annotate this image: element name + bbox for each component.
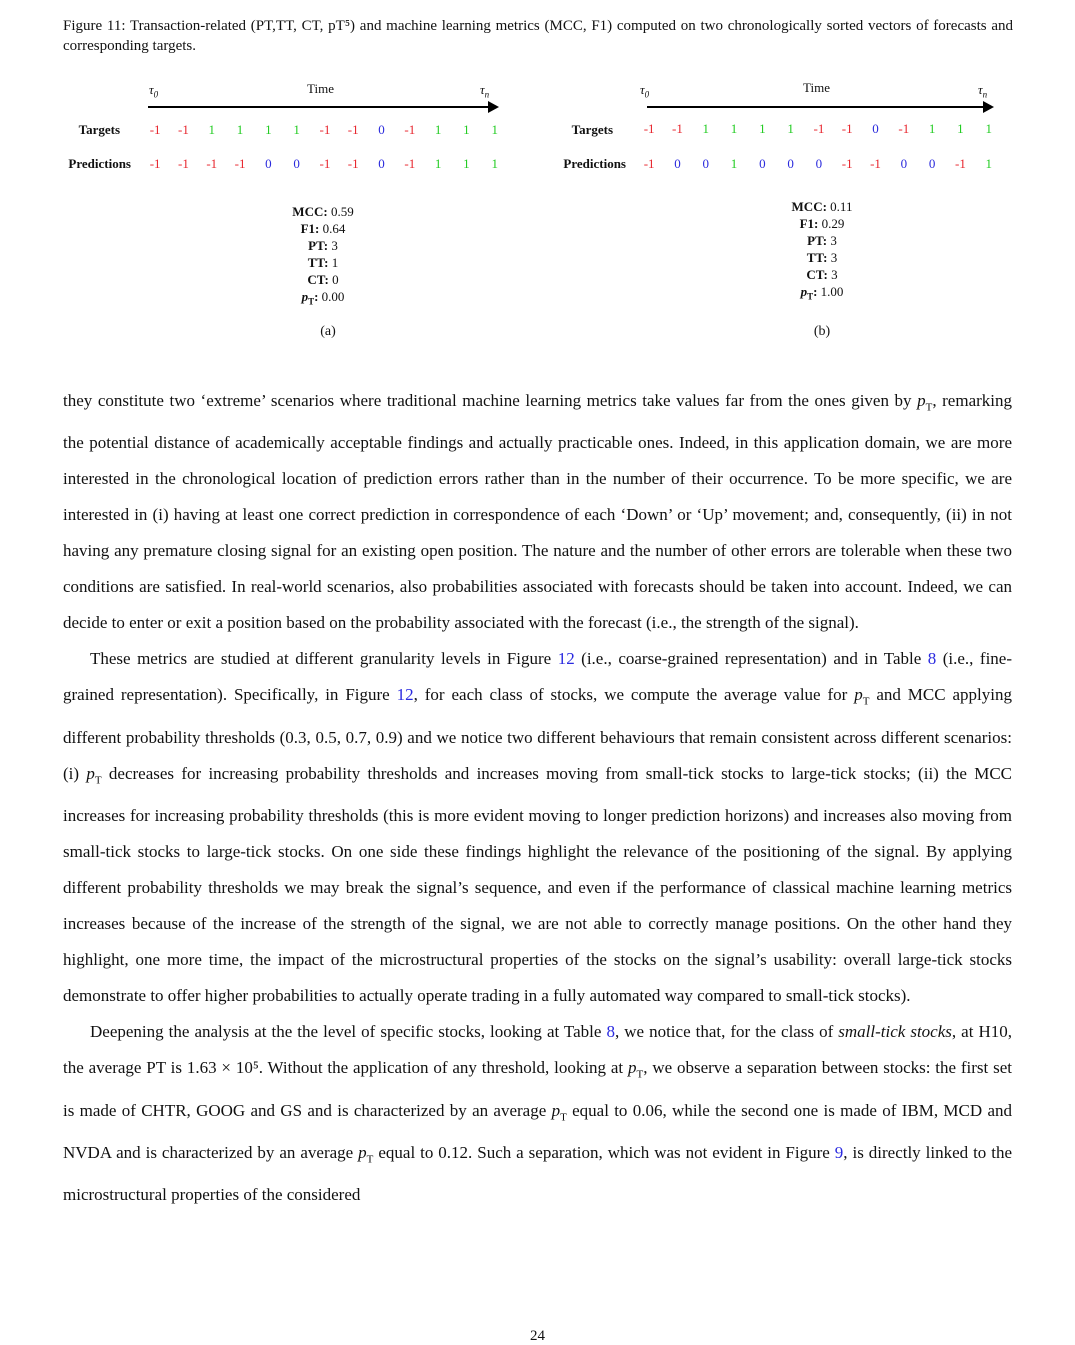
sequence-value: 1 — [730, 121, 738, 136]
time-arrow — [148, 106, 493, 108]
sequence-value: 1 — [730, 156, 738, 171]
sequence-value: 1 — [702, 121, 709, 136]
sequence-value: 1 — [985, 121, 992, 136]
panel-b — [553, 78, 1033, 348]
sequence-value: -1 — [841, 121, 853, 136]
sequence-value: 0 — [759, 156, 766, 171]
metric-line: MCC: 0.11 — [791, 199, 853, 214]
sequence-value: 1 — [434, 122, 442, 137]
sequence-value: 1 — [491, 122, 498, 137]
sequence-value: 0 — [293, 156, 300, 171]
sequence-value: -1 — [404, 156, 416, 171]
sequence-value: 1 — [491, 156, 498, 171]
sequence-value: -1 — [841, 156, 853, 171]
sequence-value: -1 — [319, 156, 331, 171]
paragraph: Deepening the analysis at the the level of specific stocks, looking at Table 8, we notice that, for the class of small-tick stocks, at H10, the average PT is 1.63 × 10⁵. Without the application of any threshold, looking at $p_T$, we observe a separation between stocks: the first set is made of CHTR, GOOG and GS and is characterized by an average $p_T$ equal to 0.06, while the second one is made of IBM, MCD and NVDA and is characterized by an average $p_T$ equal to 0.12. Such a separation, which was not evident in Figure 9, is directly linked to the microstructural properties of the considered — [63, 1022, 1013, 1205]
metric-line: $p_T$: 1.00 — [800, 284, 844, 302]
sequence-value: 0 — [928, 156, 936, 171]
targets-sequence — [141, 122, 509, 138]
metric-line: $p_T$: 0.00 — [301, 289, 345, 307]
metric-line: F1: 0.29 — [799, 216, 845, 231]
body-text — [63, 383, 1012, 1213]
metric-line: MCC: 0.59 — [292, 204, 354, 219]
sequence-value: 0 — [378, 122, 385, 137]
sequence-value: 0 — [378, 156, 385, 171]
targets-sequence — [635, 121, 1003, 137]
time-axis-label: Time — [803, 80, 830, 95]
figure-caption-text: Figure 11: Transaction-related (PT,TT, CT, pT⁵) and machine learning metrics (MCC, F1) computed on two chronologically sorted vectors of forecasts and corresponding targets. — [63, 18, 1013, 54]
sequence-value: -1 — [643, 121, 655, 136]
sequence-value: 1 — [265, 122, 272, 137]
sequence-value: -1 — [404, 122, 416, 137]
targets-label: Targets — [571, 122, 613, 137]
sequence-value: 1 — [293, 122, 300, 137]
sequence-value: 0 — [872, 121, 879, 136]
time-axis-label: Time — [307, 81, 334, 96]
metric-line: TT: 1 — [307, 255, 339, 270]
sequence-value: -1 — [149, 156, 161, 171]
sequence-value: -1 — [347, 122, 359, 137]
sequence-value: 1 — [928, 121, 936, 136]
tau-end-label: $\tau_n$ — [978, 82, 988, 100]
sequence-value: 1 — [957, 121, 964, 136]
sequence-value: 0 — [815, 156, 823, 171]
page-number: 24 — [530, 1328, 545, 1344]
paragraph: they constitute two ‘extreme’ scenarios where traditional machine learning metrics take values far from the ones given by $p_T$, remarking the potential distance of academically acceptable findings and actually practicable ones. Indeed, in this application domain, we are more interested in the chronological location of prediction errors rather than in the number of their occurrence. To be more specific, we are interested in (i) having at least one correct prediction in correspondence of each ‘Down’ or ‘Up’ movement; and, consequently, (ii) in not having any premature closing signal for an existing open position. The nature and the number of other errors are tolerable when these two conditions are satisfied. In real-world scenarios, also probabilities associated with forecasts should be taken into account. Indeed, we can decide to enter or exit a position based on the probability associated with the forecast (i.e., the strength of the signal). — [63, 391, 1012, 633]
metric-line: CT: 3 — [806, 267, 838, 282]
tau-start-label: $\tau_0$ — [640, 82, 650, 100]
sequence-value: 1 — [236, 122, 244, 137]
sequence-value: -1 — [347, 156, 359, 171]
sequence-value: -1 — [319, 122, 331, 137]
sequence-value: -1 — [898, 121, 910, 136]
tau-end-label: $\tau_n$ — [480, 82, 490, 100]
sequence-value: 0 — [702, 156, 709, 171]
figure-caption — [63, 16, 1013, 56]
sequence-value: 1 — [463, 156, 470, 171]
time-arrow — [647, 106, 988, 108]
targets-label: Targets — [78, 122, 120, 137]
metric-line: PT: 3 — [308, 238, 338, 253]
sequence-value: 1 — [463, 122, 470, 137]
metric-line: PT: 3 — [807, 233, 837, 248]
metric-line: TT: 3 — [806, 250, 838, 265]
predictions-label: Predictions — [563, 156, 626, 171]
sequence-value: -1 — [178, 156, 189, 171]
sequence-value: 1 — [208, 122, 215, 137]
sequence-value: -1 — [149, 122, 161, 137]
sequence-value: 1 — [787, 121, 794, 136]
sequence-value: -1 — [234, 156, 246, 171]
sequence-value: 1 — [985, 156, 992, 171]
sequence-value: -1 — [954, 156, 966, 171]
metric-line: CT: 0 — [307, 272, 339, 287]
sequence-value: 0 — [900, 156, 908, 171]
sequence-value: -1 — [813, 121, 825, 136]
sequence-value: -1 — [870, 156, 881, 171]
metrics-block — [722, 198, 922, 306]
sequence-value: -1 — [643, 156, 655, 171]
subfigure-label: (b) — [813, 324, 831, 339]
tau-start-label: $\tau_0$ — [149, 82, 159, 100]
predictions-sequence — [141, 156, 509, 172]
sequence-value: 0 — [787, 156, 794, 171]
predictions-sequence — [635, 156, 1003, 172]
sequence-value: -1 — [672, 121, 683, 136]
sequence-value: -1 — [206, 156, 218, 171]
metrics-block — [223, 203, 423, 311]
paragraph: These metrics are studied at different granularity levels in Figure 12 (i.e., coarse-grained representation) and in Table 8 (i.e., fine-grained representation). Specifically, in Figure 12, for each class of stocks, we compute the average value for $p_T$ and MCC applying different probability thresholds (0.3, 0.5, 0.7, 0.9) and we notice two different behaviours that remain consistent across different scenarios: (i) $p_T$ decreases for increasing probability thresholds and increases moving from small-tick stocks to large-tick stocks; (ii) the MCC increases for increasing probability thresholds (this is more evident moving to longer prediction horizons) and increases also moving from small-tick stocks to large-tick stocks. On one side these findings highlight the relevance of the positioning of the signal. By applying different probability thresholds we may break the signal’s sequence, and even if the performance of classical machine learning metrics increases because of the increase of the strength of the signal, we are not able to correctly manage positions. On the other hand they highlight, one more time, the impact of the microstructural properties of the stocks on the signal’s usability: overall large-tick stocks demonstrate to offer higher probabilities to actually operate trading in a fully automated way compared to small-tick stocks). — [63, 649, 1013, 1006]
panel-a — [60, 78, 540, 348]
sequence-value: 0 — [674, 156, 681, 171]
sequence-value: -1 — [178, 122, 189, 137]
metric-line: F1: 0.64 — [300, 221, 346, 236]
sequence-value: 1 — [434, 156, 442, 171]
subfigure-label: (a) — [320, 324, 336, 339]
sequence-value: 1 — [759, 121, 766, 136]
predictions-label: Predictions — [68, 156, 131, 171]
sequence-value: 0 — [265, 156, 272, 171]
